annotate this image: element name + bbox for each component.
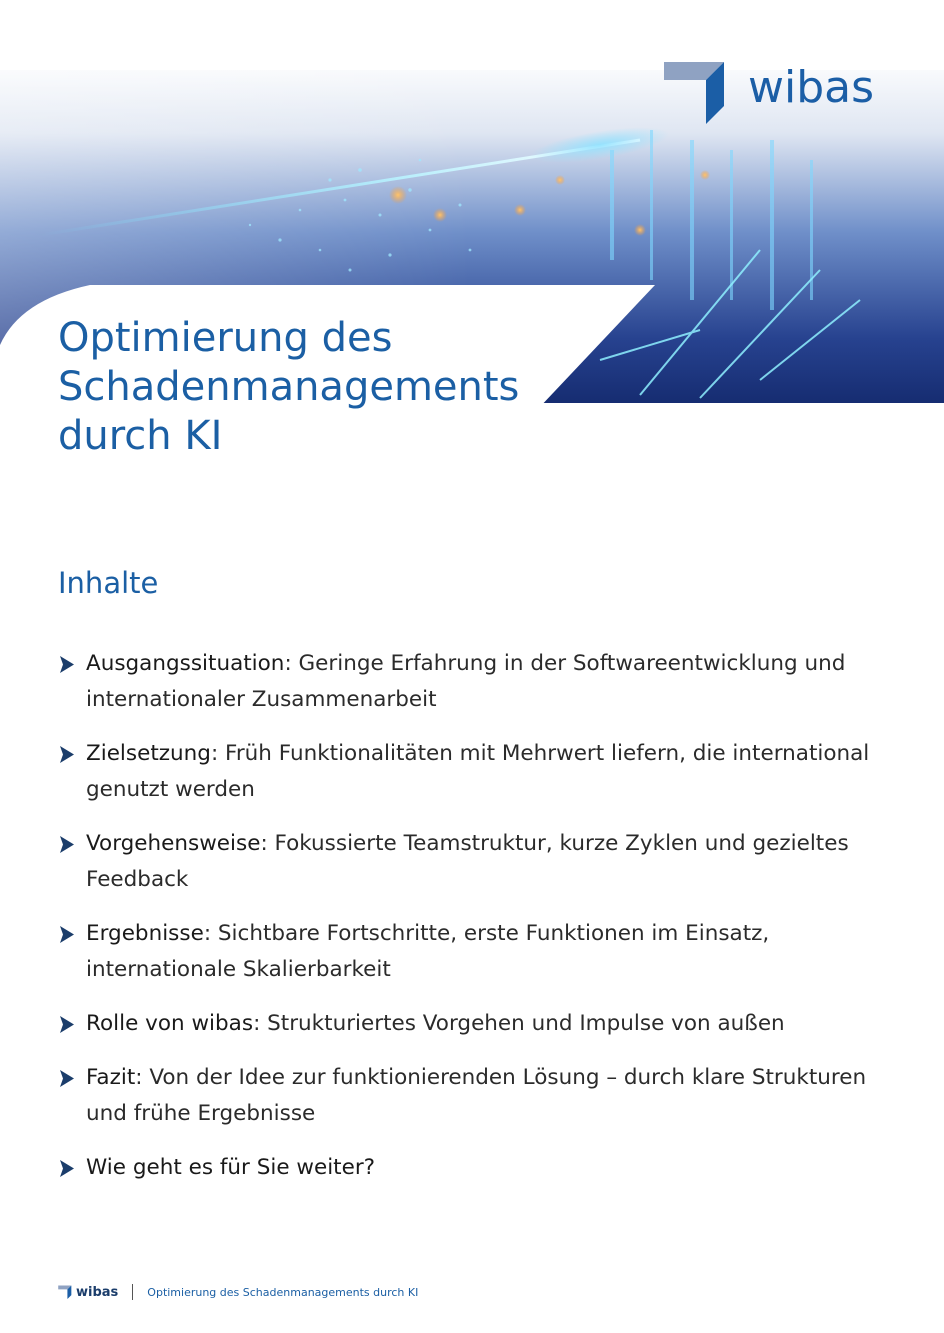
item-label: Rolle von wibas [86, 1011, 254, 1036]
list-item [58, 646, 878, 718]
chevron-right-icon [58, 926, 74, 943]
item-label: Ausgangssituation [86, 651, 285, 676]
footer-title: Optimierung des Schadenmanagements durch KI [147, 1285, 419, 1299]
item-text: : Sichtbare Fortschritte, erste Funktionen im Einsatz, internationale Skalierbarkeit [86, 921, 770, 982]
item-text: : Fokussierte Teamstruktur, kurze Zyklen und gezieltes Feedback [86, 831, 849, 892]
list-item [58, 1060, 878, 1132]
footer-brand: wibas [76, 1284, 119, 1300]
chevron-right-icon [58, 1016, 74, 1033]
footer-divider [132, 1284, 133, 1300]
wibas-logo [664, 60, 890, 126]
section-heading: Inhalte [58, 566, 159, 600]
wibas-logo-mark [664, 60, 726, 124]
item-text: : Von der Idee zur funktionierenden Lösung – durch klare Strukturen und frühe Ergebnisse [86, 1065, 867, 1126]
item-text: : Strukturiertes Vorgehen und Impulse von außen [253, 1011, 785, 1036]
item-text: : Früh Funktionalitäten mit Mehrwert liefern, die international genutzt werden [86, 741, 870, 802]
footer-logo-mark [58, 1285, 72, 1299]
logo-wordmark: wibas [748, 62, 875, 113]
chevron-right-icon [58, 746, 74, 763]
item-label: Vorgehensweise [86, 831, 261, 856]
item-label: Fazit [86, 1065, 136, 1090]
list-item [58, 736, 878, 808]
item-label: Ergebnisse [86, 921, 204, 946]
chevron-right-icon [58, 1160, 74, 1177]
chevron-right-icon [58, 1070, 74, 1087]
chevron-right-icon [58, 656, 74, 673]
item-label: Wie geht es für Sie weiter? [86, 1155, 376, 1180]
contents-list [58, 646, 878, 1186]
list-item [58, 916, 878, 988]
page-title: Optimierung des Schadenmanagements durch KI [58, 315, 520, 459]
list-item [58, 1006, 878, 1042]
chevron-right-icon [58, 836, 74, 853]
list-item [58, 1150, 878, 1186]
footer [58, 1282, 418, 1302]
item-text: : Geringe Erfahrung in der Softwareentwicklung und internationaler Zusammenarbeit [86, 651, 846, 712]
list-item [58, 826, 878, 898]
item-label: Zielsetzung [86, 741, 211, 766]
